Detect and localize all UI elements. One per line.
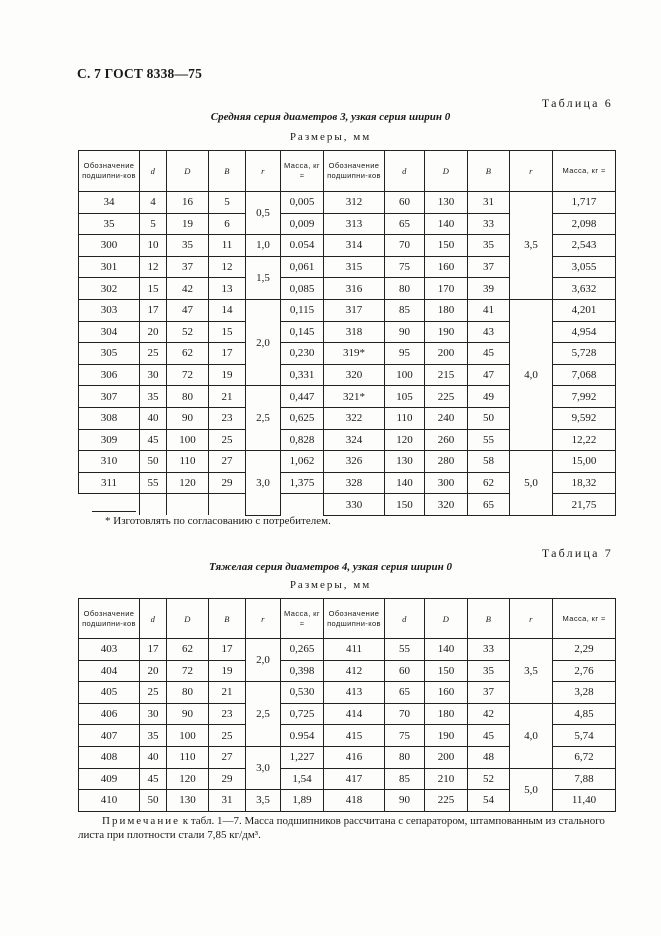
mass-cell: 3,632 (553, 278, 616, 300)
r-cell: 2,5 (246, 386, 281, 451)
cell-right-0: 319* (324, 343, 385, 365)
header-cell: Обозначение подшипни-ков (79, 599, 140, 639)
cell-left-3: 19 (209, 364, 246, 386)
mass-cell: 0,331 (281, 364, 324, 386)
mass-cell: 5,74 (553, 725, 616, 747)
header-cell: D (167, 599, 209, 639)
cell-left-1: 17 (140, 639, 167, 661)
cell-right-1: 90 (385, 790, 425, 812)
cell-right-2: 210 (425, 768, 468, 790)
cell-right-0: 413 (324, 682, 385, 704)
cell-right-2: 320 (425, 494, 468, 516)
cell-left-2: 19 (167, 213, 209, 235)
cell-right-3: 39 (468, 278, 510, 300)
table7-units: Размеры, мм (289, 579, 372, 591)
cell-right-0: 318 (324, 321, 385, 343)
cell-right-1: 65 (385, 213, 425, 235)
mass-cell: 0,398 (281, 660, 324, 682)
cell-right-0: 322 (324, 407, 385, 429)
footnote-rule (92, 511, 136, 512)
cell-left-0: 308 (79, 407, 140, 429)
cell-right-2: 300 (425, 472, 468, 494)
cell-left-1: 50 (140, 451, 167, 473)
mass-cell: 5,728 (553, 343, 616, 365)
cell-right-3: 54 (468, 790, 510, 812)
cell-right-0: 313 (324, 213, 385, 235)
cell-left-1: 50 (140, 790, 167, 812)
header-cell: B (209, 599, 246, 639)
cell-left-1: 45 (140, 768, 167, 790)
cell-right-2: 225 (425, 790, 468, 812)
mass-cell: 1,227 (281, 746, 324, 768)
cell-left-0: 309 (79, 429, 140, 451)
cell-left-0: 311 (79, 472, 140, 494)
cell-right-0: 330 (324, 494, 385, 516)
mass-cell: 2,543 (553, 235, 616, 257)
cell-left-0: 405 (79, 682, 140, 704)
header-cell: Обозначение подшипни-ков (324, 599, 385, 639)
cell-left-2: 35 (167, 235, 209, 257)
mass-cell: 0,061 (281, 256, 324, 278)
cell-left-3: 17 (209, 639, 246, 661)
r-cell: 3,0 (246, 746, 281, 789)
cell-right-1: 85 (385, 299, 425, 321)
cell-right-0: 326 (324, 451, 385, 473)
cell-left-1: 30 (140, 703, 167, 725)
header-cell: Масса, кг ≈ (553, 599, 616, 639)
table6-title: Средняя серия диаметров 3, узкая серия ширин 0 (210, 111, 451, 123)
cell-left-2: 52 (167, 321, 209, 343)
cell-right-2: 160 (425, 682, 468, 704)
cell-right-2: 180 (425, 299, 468, 321)
cell-left-2: 37 (167, 256, 209, 278)
cell-left-1: 25 (140, 682, 167, 704)
cell-left-2: 90 (167, 407, 209, 429)
cell-left-2: 62 (167, 343, 209, 365)
cell-left-1: 35 (140, 386, 167, 408)
cell-left-3: 27 (209, 451, 246, 473)
cell-left-0: 404 (79, 660, 140, 682)
empty-cell (167, 494, 209, 516)
r-cell: 3,0 (246, 451, 281, 516)
r-cell: 2,5 (246, 682, 281, 747)
table-row (79, 299, 616, 321)
cell-right-0: 414 (324, 703, 385, 725)
cell-left-2: 100 (167, 429, 209, 451)
cell-left-0: 408 (79, 746, 140, 768)
mass-cell: 0,085 (281, 278, 324, 300)
cell-left-0: 406 (79, 703, 140, 725)
note-label: Примечание (102, 815, 180, 827)
cell-right-3: 45 (468, 343, 510, 365)
cell-left-1: 40 (140, 407, 167, 429)
mass-cell: 9,592 (553, 407, 616, 429)
cell-left-1: 12 (140, 256, 167, 278)
mass-cell: 2,098 (553, 213, 616, 235)
cell-right-2: 150 (425, 660, 468, 682)
mass-cell: 0,725 (281, 703, 324, 725)
cell-right-3: 58 (468, 451, 510, 473)
mass-cell: 7,992 (553, 386, 616, 408)
r-cell: 0,5 (246, 192, 281, 235)
mass-cell: 1,062 (281, 451, 324, 473)
mass-cell: 0.054 (281, 235, 324, 257)
mass-cell: 7,068 (553, 364, 616, 386)
cell-right-1: 70 (385, 703, 425, 725)
cell-left-0: 300 (79, 235, 140, 257)
r-cell: 2,0 (246, 639, 281, 682)
cell-right-2: 170 (425, 278, 468, 300)
cell-left-2: 90 (167, 703, 209, 725)
cell-right-3: 48 (468, 746, 510, 768)
cell-left-0: 409 (79, 768, 140, 790)
mass-cell: 12,22 (553, 429, 616, 451)
cell-right-3: 33 (468, 213, 510, 235)
cell-left-1: 4 (140, 192, 167, 214)
header-cell: Обозначение подшипни-ков (79, 151, 140, 192)
cell-right-3: 62 (468, 472, 510, 494)
mass-cell: 0,530 (281, 682, 324, 704)
mass-cell: 15,00 (553, 451, 616, 473)
mass-cell: 2,76 (553, 660, 616, 682)
cell-left-0: 304 (79, 321, 140, 343)
mass-cell: 0,145 (281, 321, 324, 343)
cell-right-3: 33 (468, 639, 510, 661)
cell-right-0: 315 (324, 256, 385, 278)
cell-right-0: 312 (324, 192, 385, 214)
header-cell: r (510, 151, 553, 192)
table-row (79, 451, 616, 473)
mass-cell: 1,717 (553, 192, 616, 214)
table6-label: Таблица 6 (541, 96, 613, 110)
cell-left-0: 303 (79, 299, 140, 321)
cell-left-1: 17 (140, 299, 167, 321)
cell-right-0: 411 (324, 639, 385, 661)
mass-cell: 1,54 (281, 768, 324, 790)
cell-left-1: 30 (140, 364, 167, 386)
header-cell: B (468, 599, 510, 639)
header-cell: d (385, 151, 425, 192)
cell-left-3: 29 (209, 768, 246, 790)
cell-left-2: 72 (167, 660, 209, 682)
header-cell: Обозначение подшипни-ков (324, 151, 385, 192)
cell-right-0: 314 (324, 235, 385, 257)
cell-right-3: 65 (468, 494, 510, 516)
cell-left-0: 305 (79, 343, 140, 365)
header-cell: D (425, 151, 468, 192)
cell-left-3: 23 (209, 407, 246, 429)
cell-left-2: 47 (167, 299, 209, 321)
cell-left-2: 120 (167, 472, 209, 494)
cell-right-2: 150 (425, 235, 468, 257)
cell-left-1: 20 (140, 660, 167, 682)
mass-cell: 3,28 (553, 682, 616, 704)
cell-right-1: 80 (385, 278, 425, 300)
cell-left-2: 110 (167, 451, 209, 473)
cell-right-3: 35 (468, 235, 510, 257)
header-cell: Масса, кг ≈ (553, 151, 616, 192)
header-cell: d (140, 151, 167, 192)
mass-cell: 0,115 (281, 299, 324, 321)
cell-left-3: 27 (209, 746, 246, 768)
r-cell: 3,5 (510, 192, 553, 300)
cell-left-2: 80 (167, 682, 209, 704)
cell-left-1: 25 (140, 343, 167, 365)
cell-right-1: 90 (385, 321, 425, 343)
mass-cell: 0,828 (281, 429, 324, 451)
mass-cell: 7,88 (553, 768, 616, 790)
cell-right-0: 418 (324, 790, 385, 812)
cell-right-3: 35 (468, 660, 510, 682)
cell-left-2: 130 (167, 790, 209, 812)
mass-cell: 4,85 (553, 703, 616, 725)
empty-cell (140, 494, 167, 516)
cell-left-1: 45 (140, 429, 167, 451)
cell-left-0: 307 (79, 386, 140, 408)
cell-left-1: 20 (140, 321, 167, 343)
mass-cell: 0,447 (281, 386, 324, 408)
cell-right-1: 120 (385, 429, 425, 451)
cell-right-3: 43 (468, 321, 510, 343)
cell-left-1: 15 (140, 278, 167, 300)
header-cell: D (425, 599, 468, 639)
cell-right-1: 70 (385, 235, 425, 257)
header-cell: Масса, кг ≈ (281, 599, 324, 639)
cell-right-2: 160 (425, 256, 468, 278)
header-cell: d (140, 599, 167, 639)
cell-right-1: 65 (385, 682, 425, 704)
cell-right-2: 240 (425, 407, 468, 429)
cell-right-1: 130 (385, 451, 425, 473)
table7 (78, 598, 616, 812)
cell-left-3: 25 (209, 429, 246, 451)
cell-right-3: 45 (468, 725, 510, 747)
cell-right-3: 42 (468, 703, 510, 725)
cell-right-1: 140 (385, 472, 425, 494)
header-cell: r (246, 599, 281, 639)
cell-left-0: 407 (79, 725, 140, 747)
cell-right-1: 100 (385, 364, 425, 386)
cell-right-0: 320 (324, 364, 385, 386)
header-cell: B (209, 151, 246, 192)
cell-right-3: 47 (468, 364, 510, 386)
cell-left-3: 31 (209, 790, 246, 812)
cell-right-1: 105 (385, 386, 425, 408)
cell-left-1: 40 (140, 746, 167, 768)
cell-right-0: 415 (324, 725, 385, 747)
cell-left-2: 80 (167, 386, 209, 408)
cell-left-3: 21 (209, 386, 246, 408)
cell-right-2: 190 (425, 725, 468, 747)
cell-right-1: 85 (385, 768, 425, 790)
mass-cell: 4,201 (553, 299, 616, 321)
mass-cell: 3,055 (553, 256, 616, 278)
footnote: * Изготовлять по согласованию с потребителем. (105, 515, 331, 527)
cell-left-3: 17 (209, 343, 246, 365)
cell-left-2: 62 (167, 639, 209, 661)
mass-cell: 21,75 (553, 494, 616, 516)
mass-cell: 0,009 (281, 213, 324, 235)
cell-right-3: 37 (468, 682, 510, 704)
cell-right-2: 260 (425, 429, 468, 451)
cell-right-0: 417 (324, 768, 385, 790)
cell-left-3: 12 (209, 256, 246, 278)
cell-right-0: 324 (324, 429, 385, 451)
cell-right-3: 52 (468, 768, 510, 790)
cell-right-2: 225 (425, 386, 468, 408)
cell-left-2: 110 (167, 746, 209, 768)
cell-left-3: 29 (209, 472, 246, 494)
cell-right-3: 37 (468, 256, 510, 278)
cell-right-3: 31 (468, 192, 510, 214)
r-cell: 4,0 (510, 703, 553, 768)
table7-title: Тяжелая серия диаметров 4, узкая серия ширин 0 (209, 561, 452, 573)
cell-right-1: 150 (385, 494, 425, 516)
cell-right-2: 190 (425, 321, 468, 343)
r-cell: 5,0 (510, 768, 553, 811)
table-row (79, 703, 616, 725)
table6 (78, 150, 616, 516)
cell-right-2: 200 (425, 343, 468, 365)
cell-left-0: 310 (79, 451, 140, 473)
cell-left-3: 15 (209, 321, 246, 343)
cell-right-1: 95 (385, 343, 425, 365)
cell-right-2: 280 (425, 451, 468, 473)
mass-cell: 18,32 (553, 472, 616, 494)
r-cell: 1,0 (246, 235, 281, 257)
cell-right-0: 316 (324, 278, 385, 300)
cell-left-3: 6 (209, 213, 246, 235)
cell-right-1: 80 (385, 746, 425, 768)
header-cell: r (246, 151, 281, 192)
mass-cell: 1,375 (281, 472, 324, 494)
cell-left-0: 302 (79, 278, 140, 300)
cell-right-0: 321* (324, 386, 385, 408)
cell-right-2: 200 (425, 746, 468, 768)
r-cell: 4,0 (510, 299, 553, 450)
empty-cell (281, 494, 324, 516)
table-row (79, 768, 616, 790)
r-cell: 2,0 (246, 299, 281, 385)
cell-left-3: 11 (209, 235, 246, 257)
cell-right-3: 49 (468, 386, 510, 408)
header-cell: r (510, 599, 553, 639)
mass-cell: 0,230 (281, 343, 324, 365)
cell-left-3: 14 (209, 299, 246, 321)
page-header: С. 7 ГОСТ 8338—75 (77, 66, 203, 81)
cell-right-1: 75 (385, 256, 425, 278)
cell-left-0: 403 (79, 639, 140, 661)
cell-left-1: 5 (140, 213, 167, 235)
mass-cell: 2,29 (553, 639, 616, 661)
table6-units: Размеры, мм (289, 131, 372, 143)
note (78, 814, 618, 842)
mass-cell: 0,265 (281, 639, 324, 661)
note-text: к табл. 1—7. Масса подшипников рассчитана с сепаратором, штампованным из стального листа при плотности стали 7,85 кг/дм³. (78, 815, 605, 841)
cell-left-3: 5 (209, 192, 246, 214)
mass-cell: 4,954 (553, 321, 616, 343)
header-cell: Масса, кг ≈ (281, 151, 324, 192)
cell-right-2: 180 (425, 703, 468, 725)
cell-left-3: 23 (209, 703, 246, 725)
cell-left-1: 55 (140, 472, 167, 494)
cell-left-2: 72 (167, 364, 209, 386)
cell-left-1: 10 (140, 235, 167, 257)
cell-right-1: 55 (385, 639, 425, 661)
cell-left-3: 21 (209, 682, 246, 704)
mass-cell: 11,40 (553, 790, 616, 812)
cell-left-2: 42 (167, 278, 209, 300)
cell-right-3: 55 (468, 429, 510, 451)
table7-label: Таблица 7 (541, 546, 613, 560)
cell-right-1: 75 (385, 725, 425, 747)
r-cell: 1,5 (246, 256, 281, 299)
cell-left-0: 301 (79, 256, 140, 278)
mass-cell: 0,625 (281, 407, 324, 429)
cell-right-0: 412 (324, 660, 385, 682)
cell-left-2: 120 (167, 768, 209, 790)
cell-right-2: 140 (425, 639, 468, 661)
cell-right-2: 140 (425, 213, 468, 235)
mass-cell: 1,89 (281, 790, 324, 812)
cell-right-2: 215 (425, 364, 468, 386)
cell-right-3: 41 (468, 299, 510, 321)
cell-right-0: 317 (324, 299, 385, 321)
r-cell: 3,5 (510, 639, 553, 704)
cell-left-3: 25 (209, 725, 246, 747)
cell-right-0: 416 (324, 746, 385, 768)
mass-cell: 0,005 (281, 192, 324, 214)
mass-cell: 0.954 (281, 725, 324, 747)
header-cell: D (167, 151, 209, 192)
cell-left-2: 100 (167, 725, 209, 747)
cell-left-0: 34 (79, 192, 140, 214)
header-cell: d (385, 599, 425, 639)
cell-left-0: 410 (79, 790, 140, 812)
cell-right-3: 50 (468, 407, 510, 429)
cell-right-2: 130 (425, 192, 468, 214)
r-cell: 5,0 (510, 451, 553, 516)
cell-right-1: 60 (385, 192, 425, 214)
mass-cell: 6,72 (553, 746, 616, 768)
header-cell: B (468, 151, 510, 192)
cell-left-3: 13 (209, 278, 246, 300)
cell-left-2: 16 (167, 192, 209, 214)
empty-cell (79, 494, 140, 516)
cell-right-1: 60 (385, 660, 425, 682)
r-cell: 3,5 (246, 790, 281, 812)
cell-right-0: 328 (324, 472, 385, 494)
cell-left-1: 35 (140, 725, 167, 747)
cell-left-0: 306 (79, 364, 140, 386)
table-row (79, 639, 616, 661)
table-row (79, 192, 616, 214)
cell-left-3: 19 (209, 660, 246, 682)
empty-cell (209, 494, 246, 516)
cell-left-0: 35 (79, 213, 140, 235)
cell-right-1: 110 (385, 407, 425, 429)
